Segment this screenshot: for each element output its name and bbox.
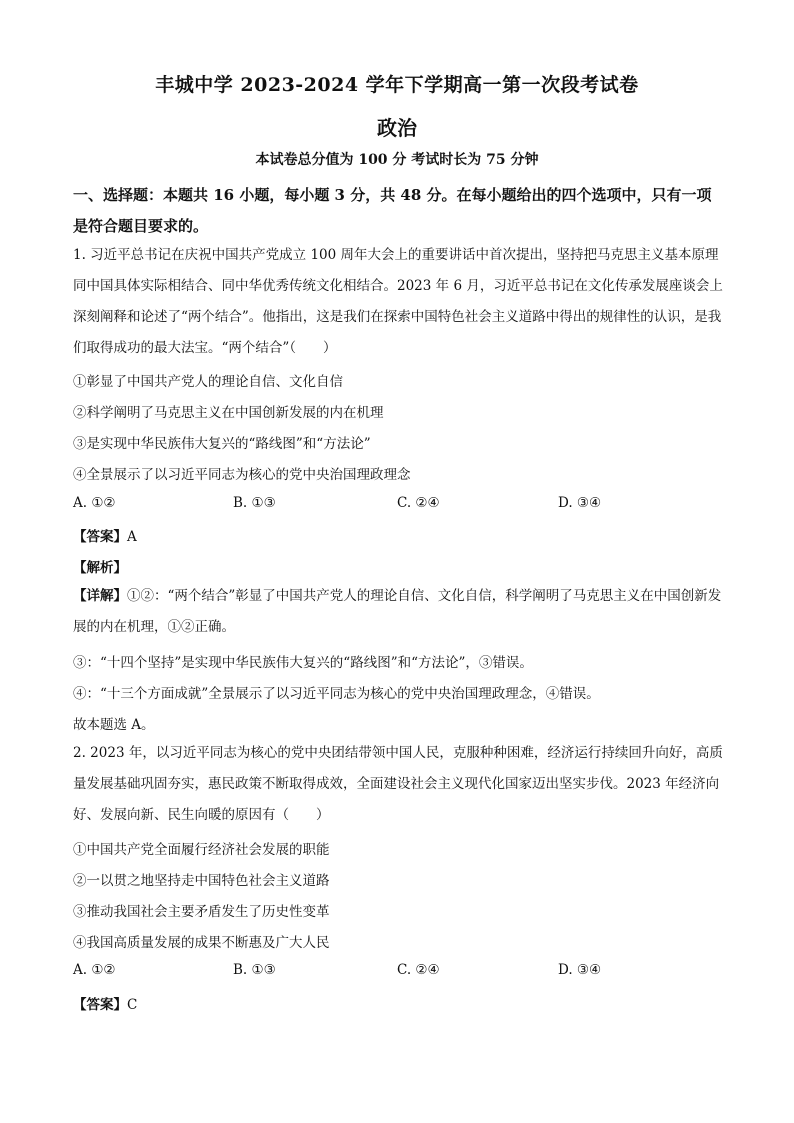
question-1-option-c: C. ②④	[397, 495, 440, 511]
question-1-item-4: ④全景展示了以习近平同志为核心的党中央治国理政理念	[73, 467, 411, 483]
section-heading: 一、选择题：本题共 16 小题，每小题 3 分，共 48 分。在每小题给出的四个选项中，只有一项是符合题目要求的。	[73, 186, 712, 235]
question-2-item-1: ①中国共产党全面履行经济社会发展的职能	[73, 842, 330, 858]
question-1-conclusion: 故本题选 A。	[73, 717, 155, 733]
question-1-answer	[73, 525, 723, 545]
detail-text: ①②：“两个结合”彰显了中国共产党人的理论自信、文化自信，科学阐明了马克思主义在中国创新发展的内在机理，①②正确。	[73, 588, 722, 635]
question-2-option-a: A. ①②	[73, 962, 116, 978]
question-1-detail-line-4: ④：“十三个方面成就”全景展示了以习近平同志为核心的党中央治国理政理念，④错误。	[73, 686, 600, 702]
question-1-item-2: ②科学阐明了马克思主义在中国创新发展的内在机理	[73, 405, 384, 421]
question-1-item-3: ③是实现中华民族伟大复兴的“路线图”和“方法论”	[73, 436, 371, 452]
question-2-answer	[73, 993, 723, 1013]
question-1-option-d: D. ③④	[558, 495, 602, 511]
exam-title: 丰城中学 2023-2024 学年下学期高一第一次段考试卷	[155, 74, 639, 96]
question-1-analysis-label	[73, 556, 723, 576]
answer-label: 【答案】	[73, 997, 127, 1013]
question-2-option-b: B. ①③	[233, 962, 276, 978]
detail-label: 【详解】	[73, 588, 127, 604]
subject-title: 政治	[377, 116, 417, 140]
question-2-item-3: ③推动我国社会主要矛盾发生了历史性变革	[73, 904, 330, 920]
answer-label: 【答案】	[73, 529, 127, 545]
analysis-label: 【解析】	[73, 560, 127, 576]
answer-value: A	[127, 529, 137, 545]
question-1-detail	[73, 581, 723, 643]
exam-note: 本试卷总分值为 100 分 考试时长为 75 分钟	[255, 152, 539, 168]
question-1-item-1: ①彰显了中国共产党人的理论自信、文化自信	[73, 374, 343, 390]
question-2-option-d: D. ③④	[558, 962, 602, 978]
question-2-item-2: ②一以贯之地坚持走中国特色社会主义道路	[73, 873, 330, 889]
question-1-option-a: A. ①②	[73, 495, 116, 511]
question-2-item-4: ④我国高质量发展的成果不断惠及广大人民	[73, 935, 330, 951]
answer-value: C	[127, 997, 138, 1013]
question-1-detail-line-3: ③：“十四个坚持”是实现中华民族伟大复兴的“路线图”和“方法论”，③错误。	[73, 655, 533, 671]
question-1-option-b: B. ①③	[233, 495, 276, 511]
question-2-stem: 2. 2023 年，以习近平同志为核心的党中央团结带领中国人民，克服种种困难，经济运行持续回升向好，高质量发展基础巩固夯实，惠民政策不断取得成效，全面建设社会主义现代化国家迈出坚实步伐。2023 年经济向好、发展向新、民生向暖的原因有（ ）	[73, 745, 723, 823]
question-1-stem: 1. 习近平总书记在庆祝中国共产党成立 100 周年大会上的重要讲话中首次提出，坚持把马克思主义基本原理同中国具体实际相结合、同中华优秀传统文化相结合。2023 年 6 月，习近平总书记在文化传承发展座谈会上深刻阐释和论述了“两个结合”。他指出，这是我们在探索中国特色社会主义道路中得出的规律性的认识，是我们取得成功的最大法宝。“两个结合”（ ）	[73, 247, 723, 356]
question-2-option-c: C. ②④	[397, 962, 440, 978]
